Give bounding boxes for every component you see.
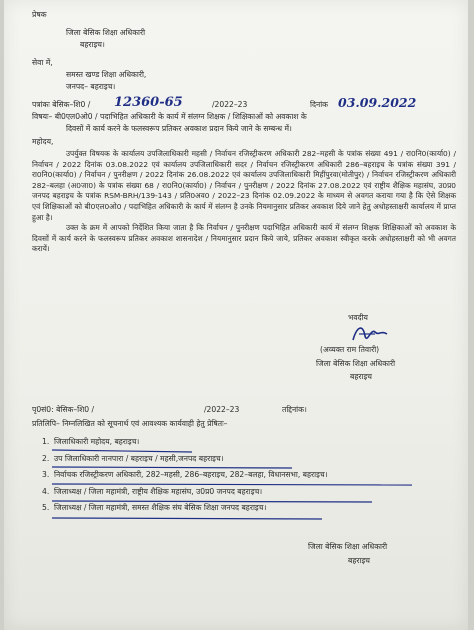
list-item: 3. निर्वाचक रजिस्ट्रीकरण अधिकारी, 282–महसी, 286–बहराइच, 282–बलहा, विधानसभा, बहराइच। <box>42 470 328 479</box>
signatory-name: (अव्यक्त राम तिवारी) <box>320 345 380 354</box>
closing-text: भवदीय <box>348 313 368 322</box>
signature-scribble <box>349 322 389 346</box>
to-label: सेवा में, <box>32 58 53 67</box>
sender-label: प्रेषक <box>32 10 47 19</box>
letter-page <box>4 0 468 630</box>
list-item: 1. जिलाधिकारी महोदय, बहराइच। <box>42 437 140 446</box>
sender-line2: बहराइच। <box>80 40 105 49</box>
subject-line1: विषयः– बी0एल0ओ0 / पदाभिहित अधिकारी के कार्य में संलग्न शिक्षक / शिक्षिकाओं को अवकाश के <box>32 112 307 121</box>
bottom-place: बहराइच <box>348 556 370 565</box>
bottom-designation: जिला बेसिक शिक्षा अधिकारी <box>308 542 388 551</box>
signatory-designation: जिला बेसिक शिक्षा अधिकारी <box>316 359 396 368</box>
recipient-line1: समस्त खण्ड शिक्षा अधिकारी, <box>66 70 147 79</box>
copy-ref-prefix: पृ0सं0: बेसिक–शि0 / <box>32 405 95 414</box>
copy-ref-date-label: तद्दिनांक। <box>282 405 307 414</box>
ref-number-handwritten: 12360-65 <box>114 95 183 110</box>
copy-intro: प्रतिलिपि– निम्नलिखित को सूचनार्थ एवं आवश्यक कार्यवाही हेतु प्रेषितः– <box>32 419 228 428</box>
subject-line2: दिवसों में कार्य करने के फलस्वरूप प्रतिकर अवकाश प्रदान किये जाने के सम्बन्ध में। <box>66 124 292 133</box>
ref-year: /2022–23 <box>212 100 248 109</box>
ref-date-label: दिनांक <box>310 100 329 109</box>
copy-ref-year: /2022–23 <box>204 405 240 414</box>
salutation: महोदय, <box>32 137 54 146</box>
ref-prefix: पत्रांकः बेसिक–शि0 / <box>32 100 91 109</box>
recipient-line2: जनपद– बहराइच। <box>66 82 116 91</box>
body-paragraph-2: उक्त के क्रम में आपको निर्देशित किया जाता है कि निर्वाचन / पुनरीक्षण पदाभिहित अधिकारी कार्य में संलग्न शिक्षक शिक्षिकाओं को अवकाश के दिवसों में कार्य करने के फलस्वरूप प्रतिकर अवकाश शासनादेश / नियमानुसार प्रदान किये जाये, प्रतिकर अवकाश स्वीकृत करके अधोहस्ताक्षरी को भी अवगत करायें। <box>32 223 456 254</box>
ref-date-handwritten: 03.09.2022 <box>338 95 417 110</box>
body-paragraph-1: उपर्युक्त विषयक के कार्यालय उपजिलाधिकारी महसी / निर्वाचन रजिस्ट्रीकरण अधिकारी 282–महसी के पत्रांक संख्या 491 / रा0नि0(कार्या0) / निर्वाचन / 2022 दिनांक 03.08.2022 एवं कार्यालय उपजिलाधिकारी सदर / निर्वाचन रजिस्ट्रीकरण अधिकारी 286–बहराइच के पत्रांक संख्या 391 / रा0नि0(कार्या0) / निर्वाचन / पुनरीक्षण / 2022 दिनांक 26.08.2022 एवं कार्यालय उपजिलाधिकारी मिहींपुरवा(मोतीपुर) / निर्वाचन रजिस्ट्रीकरण अधिकारी 282–बलहा (अ0जा0) के पत्रांक संख्या 68 / रा0नि0(कार्या0) / निर्वाचन / पुनरीक्षण / 2022 दिनांक 27.08.2022 एवं राष्ट्रीय शैक्षिक महासंघ, उ0प्र0 जनपद बहराइच के पत्रांक RSM-BRH/139-143 / प्रति0अव0 / 2022–23 दिनांक 02.09.2022 के माध्यम से अवगत कराया गया है कि ऐसे शिक्षक एवं शिक्षिकाओं को बी0एल0ओ0 / पदाभिहित अधिकारी के कार्य में संलग्न है उनके नियमानुसार प्रतिकर अवकाश दिये जाने हेतु अधोहस्ताक्षरी कार्यालय में प्राप्त हुआ है। <box>32 149 456 222</box>
list-item: 2. उप जिलाधिकारी नानपारा / बहराइच / महसी,जनपद बहराइच। <box>42 453 224 463</box>
body-block <box>32 149 456 255</box>
list-item: 5. जिलाध्यक्ष / जिला महामंत्री, समस्त शैक्षिक संघ बेसिक शिक्षा जनपद बहराइच। <box>42 503 267 512</box>
sender-line1: जिला बेसिक शिक्षा अधिकारी <box>66 28 146 37</box>
list-item: 4. जिलाध्यक्ष / जिला महामंत्री, राष्ट्रीय शैक्षिक महासंघ, उ0प्र0 जनपद बहराइच। <box>42 486 263 496</box>
pen-underlines <box>42 440 462 530</box>
signatory-place: बहराइच <box>350 372 372 381</box>
